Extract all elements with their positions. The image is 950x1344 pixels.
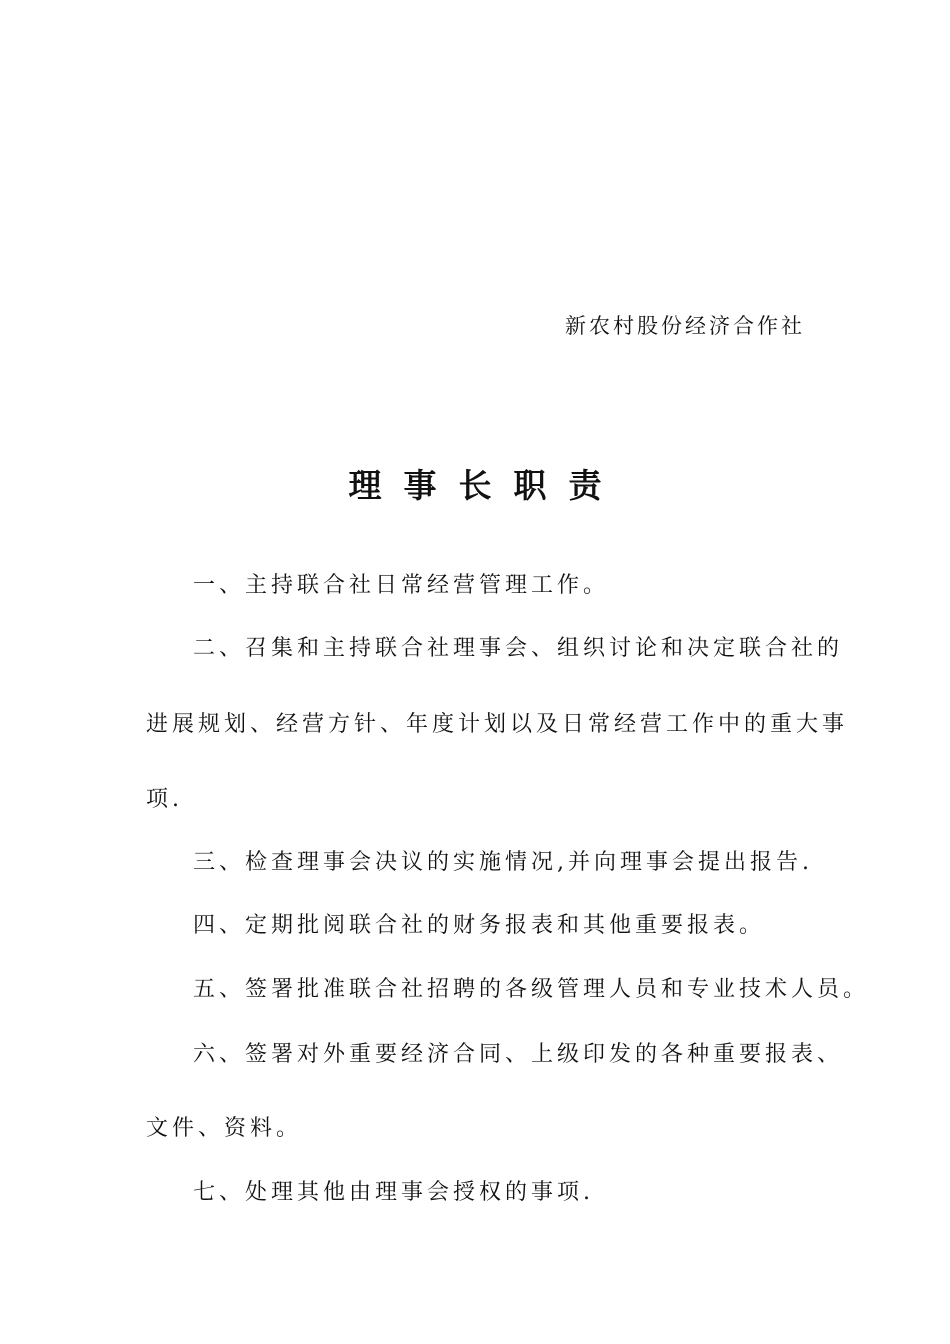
paragraph-7: 七、处理其他由理事会授权的事项.	[193, 1180, 594, 1205]
paragraph-2-line-3: 项.	[146, 787, 183, 812]
paragraph-2-line-2: 进展规划、经营方针、年度计划以及日常经营工作中的重大事	[146, 712, 849, 737]
paragraph-1: 一、主持联合社日常经营管理工作。	[193, 573, 610, 598]
paragraph-6-line-1: 六、签署对外重要经济合同、上级印发的各种重要报表、	[193, 1042, 844, 1067]
organization-name: 新农村股份经济合作社	[565, 314, 805, 338]
document-title: 理事长职责	[348, 466, 624, 505]
paragraph-2-line-1: 二、召集和主持联合社理事会、组织讨论和决定联合社的	[193, 636, 844, 661]
paragraph-3: 三、检查理事会决议的实施情况,并向理事会提出报告.	[193, 850, 813, 875]
paragraph-5: 五、签署批准联合社招聘的各级管理人员和专业技术人员。	[193, 977, 870, 1002]
paragraph-4: 四、定期批阅联合社的财务报表和其他重要报表。	[193, 913, 766, 938]
paragraph-6-line-2: 文件、资料。	[146, 1116, 303, 1141]
